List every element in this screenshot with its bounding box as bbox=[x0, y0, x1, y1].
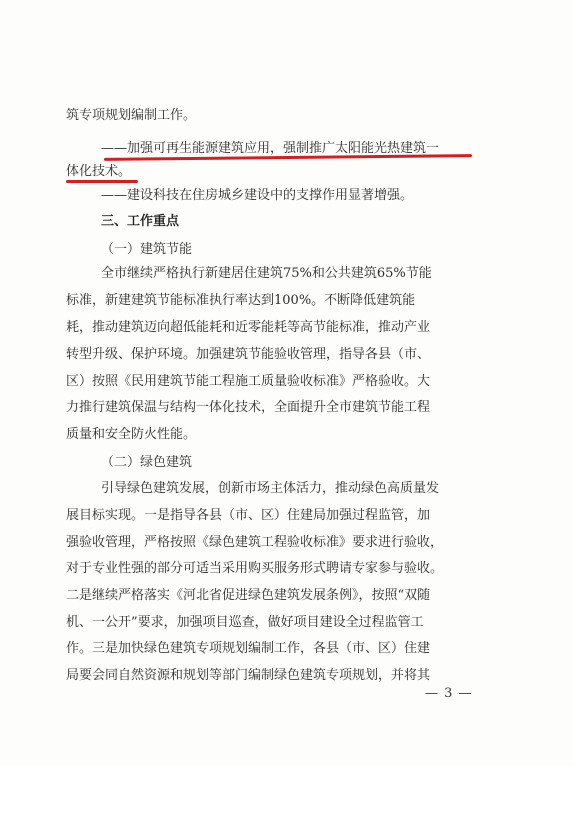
text-line: 强验收管理，严格按照《绿色建筑工程验收标准》要求进行验收， bbox=[66, 535, 444, 550]
text-line: 筑专项规划编制工作。 bbox=[66, 108, 197, 123]
text-line: 二是继续严格落实《河北省促进绿色建筑发展条例》，按照“双随 bbox=[66, 588, 431, 603]
text-line: 局要会同自然资源和规划等部门编制绿色建筑专项规划，并将其 bbox=[66, 668, 431, 683]
text-line: 体化技术。 bbox=[66, 164, 132, 179]
text-line: 作。三是加快绿色建筑专项规划编制工作，各县（市、区）住建 bbox=[66, 641, 431, 656]
text-line: ——加强可再生能源建筑应用，强制推广太阳能光热建筑一 bbox=[101, 141, 440, 156]
text-line: 转型升级、保护环境。加强建筑节能验收管理，指导各县（市、 bbox=[66, 347, 431, 362]
text-line: 耗，推动建筑迈向超低能耗和近零能耗等高节能标准，推动产业 bbox=[66, 320, 431, 335]
text-line: 对于专业性强的部分可适当采用购买服务形式聘请专家参与验收。 bbox=[66, 561, 444, 576]
text-line: 标准，新建建筑节能标准执行率达到100%。不断降低建筑能 bbox=[66, 293, 416, 308]
text-line: 质量和安全防火性能。 bbox=[66, 427, 197, 442]
text-line: 引导绿色建筑发展，创新市场主体活力，推动绿色高质量发 bbox=[101, 481, 440, 496]
scan-margin bbox=[0, 765, 573, 813]
text-line: （二）绿色建筑 bbox=[101, 455, 193, 470]
text-line: （一）建筑节能 bbox=[101, 242, 193, 257]
text-line: 机、一公开”要求，加强项目巡查，做好项目建设全过程监管工 bbox=[66, 615, 424, 630]
text-line: 全市继续严格执行新建居住建筑75%和公共建筑65%节能 bbox=[101, 266, 432, 281]
text-line: ——建设科技在住房城乡建设中的支撑作用显著增强。 bbox=[101, 188, 414, 203]
section-heading: 三、工作重点 bbox=[101, 214, 180, 229]
text-line: 力推行建筑保温与结构一体化技术，全面提升全市建筑节能工程 bbox=[66, 400, 431, 415]
red-underline-2 bbox=[66, 180, 138, 183]
text-line: 展目标实现。一是指导各县（市、区）住建局加强过程监管，加 bbox=[66, 508, 431, 523]
page-number: — 3 — bbox=[425, 686, 473, 701]
text-line: 区）按照《民用建筑节能工程施工质量验收标准》严格验收。大 bbox=[66, 374, 431, 389]
